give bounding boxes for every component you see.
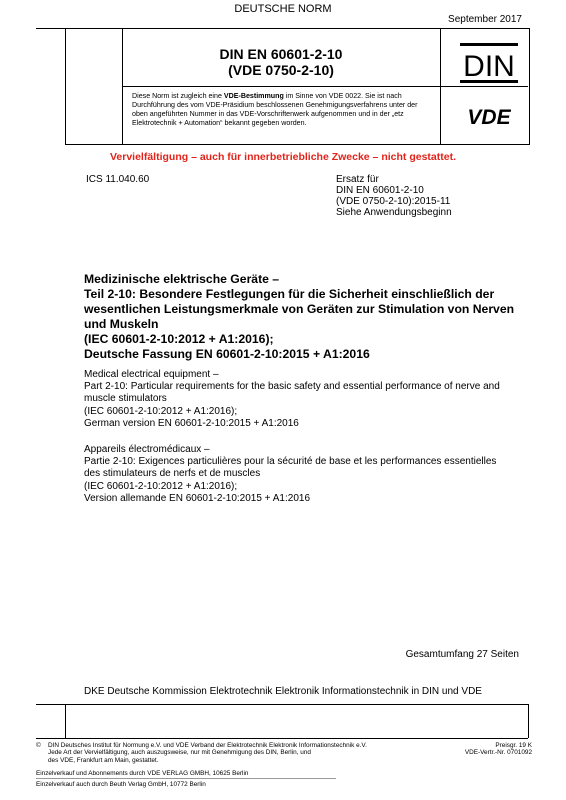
bottom-rule-top bbox=[36, 704, 528, 705]
sales-vde-verlag: Einzelverkauf und Abonnements durch VDE VERLAG GMBH, 10625 Berlin bbox=[36, 770, 249, 777]
reproduction-warning: Vervielfältigung – auch für innerbetriebliche Zwecke – nicht gestattet. bbox=[109, 151, 456, 163]
footer-divider bbox=[36, 778, 336, 779]
replacement-info: Ersatz für DIN EN 60601-2-10 (VDE 0750-2-10):2015-11 Siehe Anwendungsbeginn bbox=[336, 174, 452, 218]
svg-text:VDE: VDE bbox=[467, 106, 511, 129]
title-english: Medical electrical equipment – Part 2-10: Particular requirements for the basic safety and essential performance of nerve and muscle stimulators (IEC 60601-2-10:2012 + A1:2016); German version EN 60601-2-10:2015 + A1:2016 bbox=[84, 369, 500, 429]
copyright-notice: © DIN Deutsches Institut für Normung e.V. und VDE Verband der Elektrotechnik Elektronik Informationstechnik e.V. Jede Art der Vervielfältigung, auch auszugsweise, nur mit Genehmigung des DIN, Berlin, und des VDE, Frankfurt am Main, gestattet. bbox=[36, 742, 367, 764]
vde-logo bbox=[454, 104, 524, 130]
din-logo bbox=[454, 40, 524, 86]
frame-divider-middle bbox=[122, 86, 528, 87]
title-french: Appareils électromédicaux – Partie 2-10: Exigences particulières pour la sécurité de base et les performances essentielles des stimulateurs de nerfs et de muscles (IEC 60601-2-10:2012 + A1:2016); Version allemande EN 60601-2-10:2015 + A1:2016 bbox=[84, 444, 497, 504]
publication-date: September 2017 bbox=[448, 14, 522, 25]
dke-committee: DKE Deutsche Kommission Elektrotechnik Elektronik Informationstechnik in DIN und VDE bbox=[84, 686, 482, 697]
sales-beuth-verlag: Einzelverkauf auch durch Beuth Verlag GmbH, 10772 Berlin bbox=[36, 781, 206, 788]
standard-number: DIN EN 60601-2-10 (VDE 0750-2-10) bbox=[219, 46, 343, 78]
bottom-rule bbox=[36, 738, 528, 739]
title-german: Medizinische elektrische Geräte – Teil 2-10: Besondere Festlegungen für die Sicherheit einschließlich der wesentlichen Leistungsmerkmale von Geräten zur Stimulation von Nerven und Muskeln (IEC 60601-2-10:2012 + A1:2016); Deutsche Fassung EN 60601-2-10:2015 + A1:2016 bbox=[84, 272, 515, 361]
bottom-frame-left bbox=[65, 704, 66, 738]
ics-code: ICS 11.040.60 bbox=[86, 174, 150, 185]
total-pages: Gesamtumfang 27 Seiten bbox=[405, 649, 519, 660]
price-info: Preisgr. 19 K VDE-Vertr.-Nr. 0701092 bbox=[464, 742, 532, 757]
header-label: DEUTSCHE NORM bbox=[234, 3, 332, 15]
svg-text:DIN: DIN bbox=[463, 50, 515, 83]
vde-note: Diese Norm ist zugleich eine VDE-Bestimmung im Sinne von VDE 0022. Sie ist nach Durchführung des vom VDE-Präsidium beschlossenen Genehmigungsverfahrens unter der oben angeführten Nummer in das VDE-Vorschriftenwerk aufgenommen und in der „etz Elektrotechnik + Automation“ bekannt gegeben worden. bbox=[132, 92, 418, 127]
bottom-frame-right bbox=[528, 704, 529, 738]
